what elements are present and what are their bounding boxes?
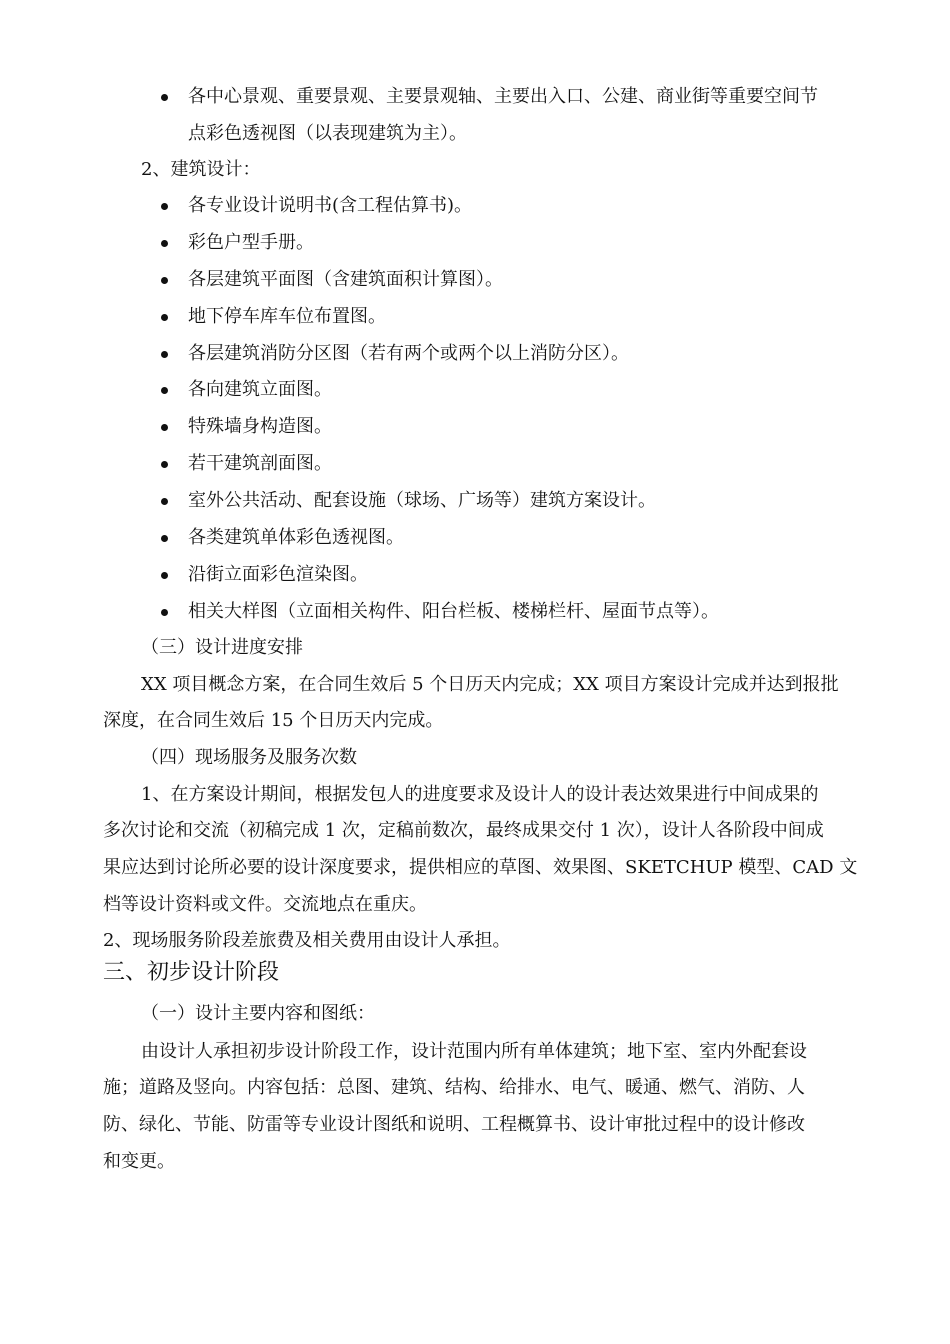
bullet-icon xyxy=(161,240,168,247)
subsection-title: （一）设计主要内容和图纸： xyxy=(141,1003,375,1024)
list-item: 特殊墙身构造图。 xyxy=(188,416,332,437)
section-title: 2、建筑设计： xyxy=(141,159,261,180)
preliminary-paragraph: 防、绿化、节能、防雷等专业设计图纸和说明、工程概算书、设计审批过程中的设计修改 xyxy=(103,1114,805,1135)
bullet-icon xyxy=(161,387,168,394)
section-heading: 三、初步设计阶段 xyxy=(103,960,280,985)
bullet-icon xyxy=(161,424,168,431)
bullet-icon xyxy=(161,498,168,505)
list-item: 各层建筑消防分区图（若有两个或两个以上消防分区）。 xyxy=(188,343,629,364)
list-item: 若干建筑剖面图。 xyxy=(188,453,332,474)
preliminary-paragraph: 施；道路及竖向。内容包括：总图、建筑、结构、给排水、电气、暖通、燃气、消防、人 xyxy=(103,1077,805,1098)
bullet-text-continued: 点彩色透视图（以表现建筑为主）。 xyxy=(188,123,467,144)
bullet-icon xyxy=(161,277,168,284)
list-item: 室外公共活动、配套设施（球场、广场等）建筑方案设计。 xyxy=(188,490,656,511)
list-item: 地下停车库车位布置图。 xyxy=(188,306,386,327)
bullet-icon xyxy=(161,461,168,468)
list-item: 各层建筑平面图（含建筑面积计算图）。 xyxy=(188,269,503,290)
bullet-icon xyxy=(161,94,168,101)
bullet-icon xyxy=(161,609,168,616)
site-service-paragraph-2: 2、现场服务阶段差旅费及相关费用由设计人承担。 xyxy=(103,930,511,951)
site-service-title: （四）现场服务及服务次数 xyxy=(141,747,357,768)
list-item: 各向建筑立面图。 xyxy=(188,379,332,400)
list-item: 各专业设计说明书(含工程估算书)。 xyxy=(188,195,473,216)
bullet-icon xyxy=(161,572,168,579)
list-item: 沿街立面彩色渲染图。 xyxy=(188,564,368,585)
schedule-text: XX 项目概念方案，在合同生效后 5 个日历天内完成；XX 项目方案设计完成并达到报批 xyxy=(141,674,839,695)
list-item: 彩色户型手册。 xyxy=(188,232,314,253)
site-service-paragraph: 多次讨论和交流（初稿完成 1 次，定稿前数次，最终成果交付 1 次），设计人各阶段中间成 xyxy=(103,820,824,841)
bullet-icon xyxy=(161,351,168,358)
schedule-title: （三）设计进度安排 xyxy=(141,637,303,658)
list-item: 各类建筑单体彩色透视图。 xyxy=(188,527,404,548)
site-service-paragraph: 果应达到讨论所必要的设计深度要求，提供相应的草图、效果图、SKETCHUP 模型、CAD 文 xyxy=(103,857,858,878)
preliminary-paragraph: 由设计人承担初步设计阶段工作，设计范围内所有单体建筑；地下室、室内外配套设 xyxy=(141,1041,807,1062)
bullet-text: 各中心景观、重要景观、主要景观轴、主要出入口、公建、商业街等重要空间节 xyxy=(188,86,818,107)
site-service-paragraph: 档等设计资料或文件。交流地点在重庆。 xyxy=(103,894,427,915)
schedule-text-continued: 深度，在合同生效后 15 个日历天内完成。 xyxy=(103,710,444,731)
list-item: 相关大样图（立面相关构件、阳台栏板、楼梯栏杆、屋面节点等）。 xyxy=(188,601,719,622)
preliminary-paragraph: 和变更。 xyxy=(103,1151,175,1172)
bullet-icon xyxy=(161,203,168,210)
site-service-paragraph: 1、在方案设计期间，根据发包人的进度要求及设计人的设计表达效果进行中间成果的 xyxy=(141,784,819,805)
bullet-icon xyxy=(161,314,168,321)
bullet-icon xyxy=(161,535,168,542)
